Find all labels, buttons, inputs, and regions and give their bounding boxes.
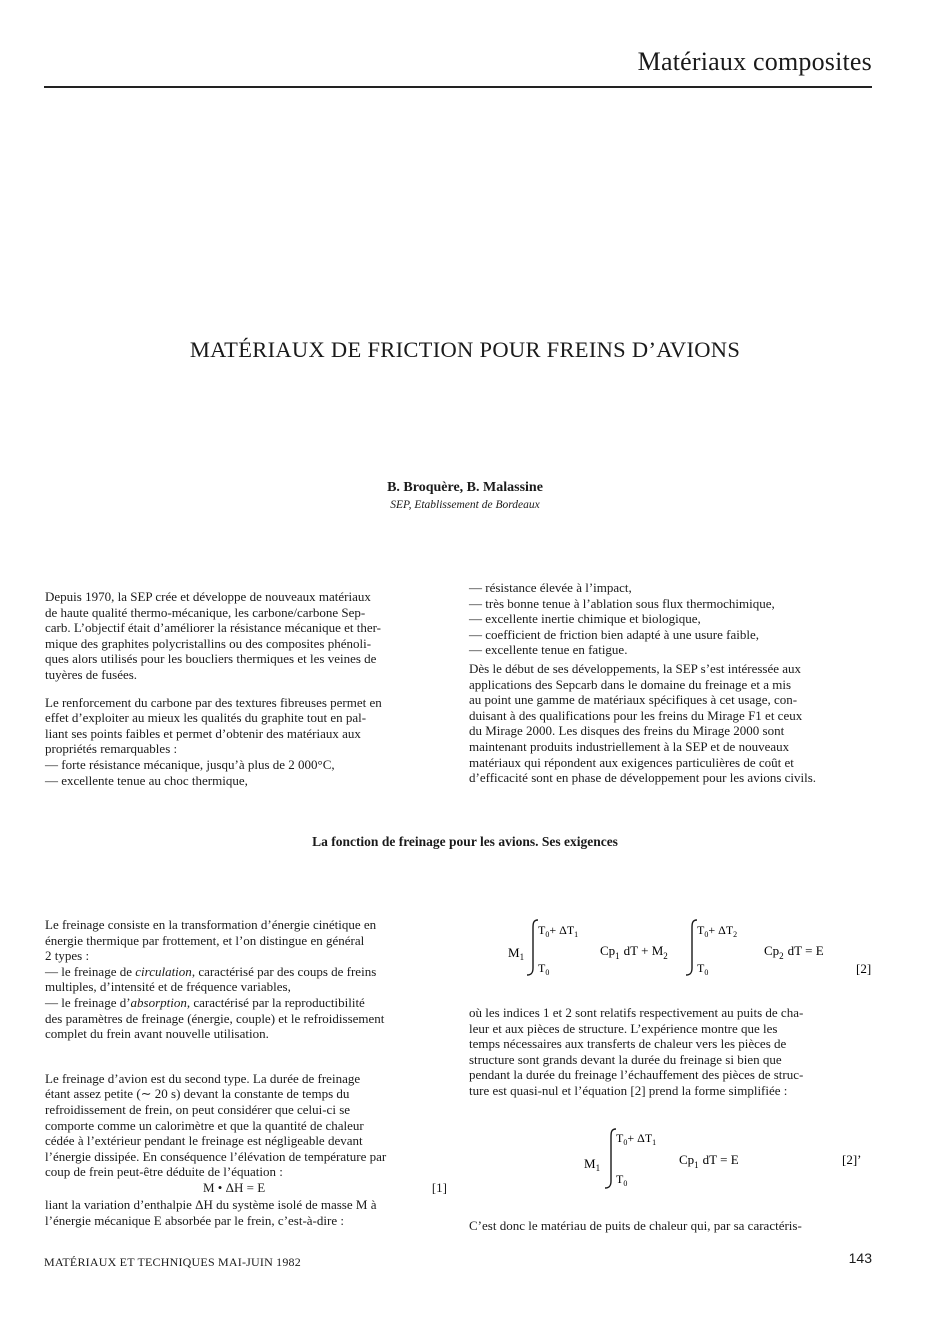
text-line: des paramètres de freinage (énergie, couple) et le refroidissement <box>45 1010 385 1026</box>
eq2-upper-bound-1: $T_0+ \Delta T_1$ <box>538 923 579 939</box>
list-item: — forte résistance mécanique, jusqu’à plus de 2 000°C, <box>45 756 335 772</box>
text-line: ture est quasi-nul et l’équation [2] prend la forme simplifiée : <box>469 1082 788 1098</box>
text-line: pendant la durée du freinage l’échauffement des pièces de struc- <box>469 1067 804 1083</box>
body-paragraph-1 <box>45 917 449 1042</box>
equation-1 <box>45 1180 449 1197</box>
eq2p-upper-bound: $T_0+ \Delta T_1$ <box>616 1131 657 1147</box>
integral-sign-2 <box>686 920 697 975</box>
text-line: Le freinage consiste en la transformation d’énergie cinétique en <box>45 917 377 932</box>
eq2-lower-bound-2: $T_0$ <box>697 961 709 977</box>
list-item: — excellente tenue en fatigue. <box>469 642 628 658</box>
text-line: applications des Sepcarb dans le domaine du freinage et a mis <box>469 676 792 692</box>
list-item: — coefficient de friction bien adapté à une usure faible, <box>469 626 759 642</box>
text-line: du Mirage 2000. Les disques des freins du Mirage 2000 sont <box>469 723 785 739</box>
text-line: liant ses points faibles et permet d’obtenir des matériaux aux <box>45 725 361 741</box>
body-left-column <box>45 917 449 1228</box>
text-line: au point une gamme de matériaux spécifiques à cet usage, con- <box>469 692 798 708</box>
article-affiliation: SEP, Etablissement de Bordeaux <box>390 499 540 511</box>
body-paragraph-4 <box>469 1005 873 1099</box>
text-line: temps nécessaires aux transferts de chaleur vers les pièces de <box>469 1036 787 1052</box>
text-line: structure sont grands devant la durée du freinage si bien que <box>469 1051 782 1067</box>
equation-2 <box>500 912 880 984</box>
text-line: matériaux qui répondent aux exigences particulières de coût et <box>469 754 794 770</box>
text-line: 2 types : <box>45 948 90 964</box>
page-number: 143 <box>848 1250 872 1266</box>
eq2-m1: $M_1$ <box>508 945 525 962</box>
text-line: cédée à l’extérieur pendant le freinage est négligeable devant <box>45 1133 363 1149</box>
text-line: complet du frein avant nouvelle utilisation. <box>45 1026 269 1042</box>
text-line: Depuis 1970, la SEP crée et développe de nouveaux matériaux <box>45 589 371 604</box>
body-right-column <box>469 1005 873 1099</box>
integral-sign-1 <box>527 920 538 975</box>
eq2p-label: [2]’ <box>842 1152 862 1167</box>
eq2p-m1: $M_1$ <box>584 1156 601 1173</box>
list-item: — résistance élevée à l’impact, <box>469 580 632 595</box>
equation-1-label: [1] <box>431 1179 447 1195</box>
intro-property-list <box>45 757 449 788</box>
text-line: Dès le début de ses développements, la SEP s’est intéressée aux <box>469 660 802 676</box>
running-section-title: Matériaux composites <box>637 47 872 76</box>
list-item-absorption: — le freinage d’absorption, caractérisé par la reproductibilité <box>45 994 365 1010</box>
text-line: étant assez petite (∼ 20 s) devant la constante de temps du <box>45 1086 350 1102</box>
body-paragraph-3 <box>45 1197 449 1228</box>
text-line: maintenant produits industriellement à la SEP et de nouveaux <box>469 738 790 754</box>
text-line: tuyères de fusées. <box>45 666 138 682</box>
emphasis: absorption <box>130 994 187 1010</box>
eq2p-lower-bound: $T_0$ <box>616 1172 628 1188</box>
text-line: coup de frein peut-être déduite de l’équation : <box>45 1164 283 1180</box>
eq2-upper-bound-2: $T_0+ \Delta T_2$ <box>697 923 738 939</box>
integral-sign <box>605 1129 616 1188</box>
text-line: refroidissement de frein, on peut considérer que celui-ci se <box>45 1101 351 1117</box>
article-title: MATÉRIAUX DE FRICTION POUR FREINS D’AVIONS <box>189 337 741 362</box>
intro-left-column <box>45 589 449 788</box>
text-line: effet d’exploiter au mieux les qualités du graphite tout en pal- <box>45 710 367 726</box>
text-line: comporte comme un calorimètre et que la quantité de chaleur <box>45 1117 364 1133</box>
intro-right-column <box>469 580 873 786</box>
text-line: carb. L’objectif était d’améliorer la résistance mécanique et ther- <box>45 620 382 636</box>
eq2-integrand-2: $Cp_2$ dT = E <box>764 943 824 961</box>
text-line: Le renforcement du carbone par des textures fibreuses permet en <box>45 694 382 710</box>
list-item: — excellente tenue au choc thermique, <box>45 772 248 788</box>
footer-journal: MATÉRIAUX ET TECHNIQUES MAI-JUIN 1982 <box>44 1255 301 1269</box>
text-line: d’efficacité sont en phase de développement pour les avions civils. <box>469 770 817 786</box>
header-rule <box>44 86 872 88</box>
text-line: leur et aux pièces de structure. L’expérience montre que les <box>469 1020 778 1036</box>
text-line: l’énergie dissipée. En conséquence l’élévation de température par <box>45 1148 387 1164</box>
intro-paragraph-3 <box>469 661 873 786</box>
body-paragraph-2 <box>45 1071 449 1180</box>
text-line: où les indices 1 et 2 sont relatifs respectivement au puits de cha- <box>469 1005 804 1020</box>
text-line: liant la variation d’enthalpie ΔH du système isolé de masse M à <box>45 1196 377 1212</box>
list-item-circulation: — le freinage de circulation, caractérisé par des coups de freins <box>45 963 377 979</box>
eq2-lower-bound-1: $T_0$ <box>538 961 550 977</box>
text-line: Le freinage d’avion est du second type. La durée de freinage <box>45 1070 361 1086</box>
text-line: l’énergie mécanique E absorbée par le frein, c’est-à-dire : <box>45 1212 344 1228</box>
text-line: C’est donc le matériau de puits de chaleur qui, par sa caractéris- <box>469 1218 802 1233</box>
eq2p-integrand: $Cp_1$ dT = E <box>679 1152 739 1170</box>
article-authors: B. Broquère, B. Malassine <box>387 480 543 495</box>
intro-paragraph-1 <box>45 589 449 683</box>
list-item: — très bonne tenue à l’ablation sous flux thermochimique, <box>469 595 775 611</box>
emphasis: circulation <box>135 963 192 979</box>
text-line: multiples, d’intensité et de fréquence variables, <box>45 979 291 995</box>
body-right-column-end <box>469 1218 873 1234</box>
intro-property-list-continued <box>469 580 873 658</box>
eq2-integrand-1: $Cp_1$ dT + $M_2$ <box>600 943 668 961</box>
text-line: de haute qualité thermo-mécanique, les carbone/carbone Sep- <box>45 604 366 620</box>
list-item: — excellente inertie chimique et biologique, <box>469 611 701 627</box>
text-line: ques alors utilisés pour les boucliers thermiques et les veines de <box>45 651 377 667</box>
equation-1-body: M • ΔH = E <box>203 1179 266 1195</box>
text-line: duisant à des qualifications pour les freins du Mirage F1 et ceux <box>469 707 803 723</box>
intro-paragraph-2 <box>45 695 449 757</box>
text-line: mique des graphites polycristallins ou des composites phénoli- <box>45 635 372 651</box>
text-line: énergie thermique par frottement, et l’on distingue en général <box>45 932 365 948</box>
section-heading: La fonction de freinage pour les avions. Ses exigences <box>312 834 618 849</box>
text-line: propriétés remarquables : <box>45 741 178 757</box>
eq2-label: [2] <box>856 961 872 976</box>
equation-2-prime <box>580 1125 880 1197</box>
